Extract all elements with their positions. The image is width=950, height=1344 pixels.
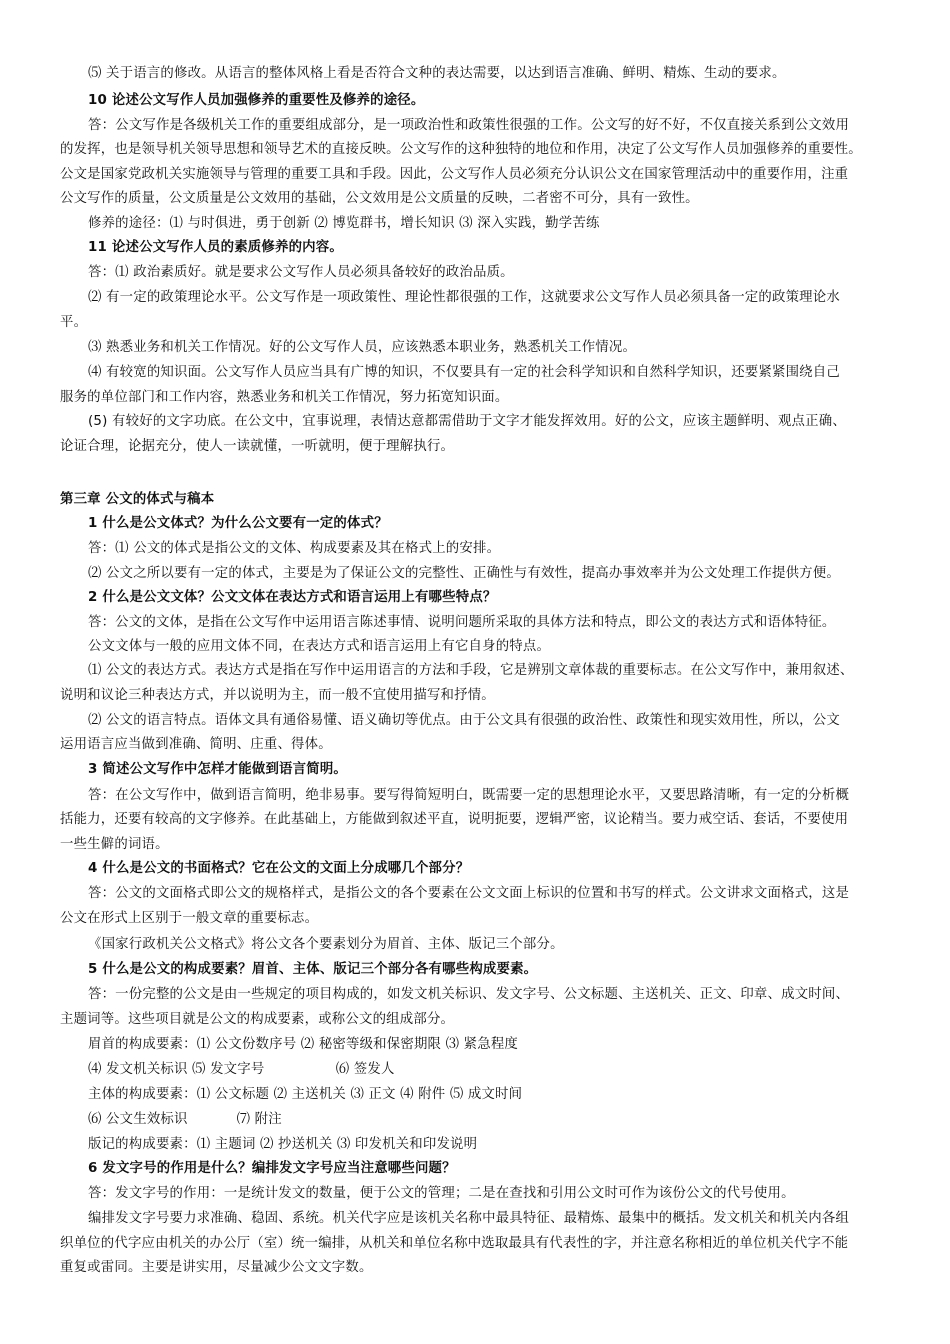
paragraph-line: 眉首的构成要素：⑴ 公文份数序号 ⑵ 秘密等级和保密期限 ⑶ 紧急程度 <box>88 1037 518 1052</box>
paragraph-line: ⑴ 公文的表达方式。表达方式是指在写作中运用语言的方法和手段，它是辨别文章体裁的重要标志。在公文写作中，兼用叙述、 <box>88 663 854 678</box>
paragraph-line: ⑷ 发文机关标识 ⑸ 发文字号 ⑹ 签发人 <box>88 1062 395 1077</box>
paragraph-line: 说明和议论三种表达方式，并以说明为主，而一般不宜使用描写和抒情。 <box>60 688 495 703</box>
paragraph-line: 公文在形式上区别于一般文章的重要标志。 <box>60 911 319 926</box>
paragraph-line: ⑸ 关于语言的修改。从语言的整体风格上看是否符合文种的表达需要，以达到语言准确、鲜明、精炼、生动的要求。 <box>88 66 786 81</box>
question-heading: 2 什么是公文文体？公文文体在表达方式和语言运用上有哪些特点？ <box>88 590 497 605</box>
paragraph-line: 编排发文字号要力求准确、稳固、系统。机关代字应是该机关名称中最具特征、最精炼、最集中的概括。发文机关和机关内各组 <box>88 1211 850 1226</box>
paragraph-line: 答：一份完整的公文是由一些规定的项目构成的，如发文机关标识、发文字号、公文标题、主送机关、正文、印章、成文时间、 <box>88 987 850 1002</box>
paragraph-line: 主体的构成要素：⑴ 公文标题 ⑵ 主送机关 ⑶ 正文 ⑷ 附件 ⑸ 成文时间 <box>88 1087 523 1102</box>
paragraph-line: 织单位的代字应由机关的办公厅（室）统一编排，从机关和单位名称中选取最具有代表性的字，并注意名称相近的单位机关代字不能 <box>60 1236 849 1251</box>
paragraph-line: 答：⑴ 政治素质好。就是要求公文写作人员必须具备较好的政治品质。 <box>88 265 514 280</box>
paragraph-line: ⑵ 公文之所以要有一定的体式，主要是为了保证公文的完整性、正确性与有效性，提高办事效率并为公文处理工作提供方便。 <box>88 566 840 581</box>
question-heading: 10 论述公文写作人员加强修养的重要性及修养的途径。 <box>88 93 425 108</box>
paragraph-line: 平。 <box>60 315 88 330</box>
paragraph-line: 答：发文字号的作用：一是统计发文的数量，便于公文的管理；二是在查找和引用公文时可作为该份公文的代号使用。 <box>88 1186 795 1201</box>
paragraph-line: ⑶ 熟悉业务和机关工作情况。好的公文写作人员，应该熟悉本职业务，熟悉机关工作情况。 <box>88 340 637 355</box>
paragraph-line: 修养的途径：⑴ 与时俱进，勇于创新 ⑵ 博览群书，增长知识 ⑶ 深入实践，勤学苦练 <box>88 216 600 231</box>
paragraph-line: 答：公文的文面格式即公文的规格样式，是指公文的各个要素在公文文面上标识的位置和书写的样式。公文讲求文面格式，这是 <box>88 886 850 901</box>
paragraph-line: 论证合理，论据充分，使人一读就懂，一听就明，便于理解执行。 <box>60 439 455 454</box>
paragraph-line: 答：公文写作是各级机关工作的重要组成部分，是一项政治性和政策性很强的工作。公文写的好不好，不仅直接关系到公文效用 <box>88 118 850 133</box>
question-heading: 6 发文字号的作用是什么？编排发文字号应当注意哪些问题？ <box>88 1161 456 1176</box>
paragraph-line: (5) 有较好的文字功底。在公文中，宜事说理，表情达意都需借助于文字才能发挥效用。好的公文，应该主题鲜明、观点正确、 <box>88 414 846 429</box>
question-heading: 5 什么是公文的构成要素？眉首、主体、版记三个部分各有哪些构成要素。 <box>88 962 538 977</box>
paragraph-line: ⑹ 公文生效标识 ⑺ 附注 <box>88 1112 282 1127</box>
paragraph-line: 答：⑴ 公文的体式是指公文的文体、构成要素及其在格式上的安排。 <box>88 541 501 556</box>
paragraph-line: 答：在公文写作中，做到语言简明，绝非易事。要写得简短明白，既需要一定的思想理论水平，又要思路清晰，有一定的分析概 <box>88 788 850 803</box>
paragraph-line: 主题词等。这些项目就是公文的构成要素，或称公文的组成部分。 <box>60 1012 455 1027</box>
paragraph-line: 公文是国家党政机关实施领导与管理的重要工具和手段。因此，公文写作人员必须充分认识公文在国家管理活动中的重要作用，注重 <box>60 167 849 182</box>
paragraph-line: 一些生僻的词语。 <box>60 837 169 852</box>
question-heading: 3 简述公文写作中怎样才能做到语言简明。 <box>88 762 348 777</box>
question-heading: 11 论述公文写作人员的素质修养的内容。 <box>88 240 343 255</box>
paragraph-line: 的发挥，也是领导机关领导思想和领导艺术的直接反映。公文写作的这种独特的地位和作用，决定了公文写作人员加强修养的重要性。 <box>60 142 862 157</box>
paragraph-line: 重复或雷同。主要是讲实用，尽量减少公文文字数。 <box>60 1260 373 1275</box>
question-heading: 1 什么是公文体式？为什么公文要有一定的体式？ <box>88 516 388 531</box>
paragraph-line: 公文写作的质量，公文质量是公文效用的基础，公文效用是公文质量的反映，二者密不可分，具有一致性。 <box>60 191 699 206</box>
paragraph-line: 公文文体与一般的应用文体不同，在表达方式和语言运用上有它自身的特点。 <box>88 639 551 654</box>
paragraph-line: 运用语言应当做到准确、简明、庄重、得体。 <box>60 737 332 752</box>
paragraph-line: ⑵ 有一定的政策理论水平。公文写作是一项政策性、理论性都很强的工作，这就要求公文写作人员必须具备一定的政策理论水 <box>88 290 840 305</box>
paragraph-line: 版记的构成要素：⑴ 主题词 ⑵ 抄送机关 ⑶ 印发机关和印发说明 <box>88 1137 478 1152</box>
chapter-heading: 第三章 公文的体式与稿本 <box>60 492 215 507</box>
paragraph-line: ⑵ 公文的语言特点。语体文具有通俗易懂、语义确切等优点。由于公文具有很强的政治性、政策性和现实效用性，所以，公文 <box>88 713 840 728</box>
paragraph-line: 答：公文的文体，是指在公文写作中运用语言陈述事情、说明问题所采取的具体方法和特点，即公文的表达方式和语体特征。 <box>88 615 836 630</box>
paragraph-line: 服务的单位部门和工作内容，熟悉业务和机关工作情况，努力拓宽知识面。 <box>60 390 509 405</box>
paragraph-line: ⑷ 有较宽的知识面。公文写作人员应当具有广博的知识，不仅要具有一定的社会科学知识和自然科学知识，还要紧紧围绕自己 <box>88 365 840 380</box>
paragraph-line: 《国家行政机关公文格式》将公文各个要素划分为眉首、主体、版记三个部分。 <box>88 937 564 952</box>
question-heading: 4 什么是公文的书面格式？它在公文的文面上分成哪几个部分？ <box>88 861 470 876</box>
paragraph-line: 括能力，还要有较高的文字修养。在此基础上，方能做到叙述平直，说明扼要，逻辑严密，议论精当。要力戒空话、套话，不要使用 <box>60 812 849 827</box>
